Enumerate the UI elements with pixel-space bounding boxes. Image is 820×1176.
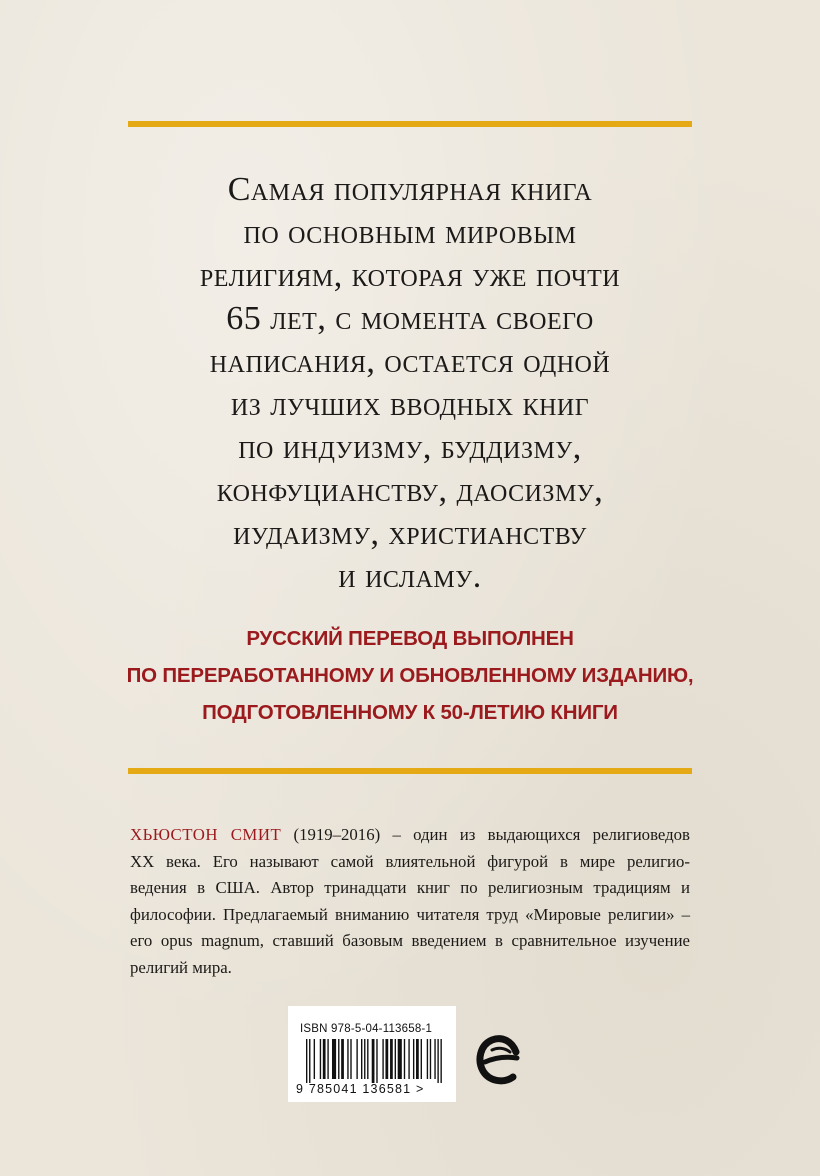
blurb-text [110, 168, 710, 598]
notice-line: ПО ПЕРЕРАБОТАННОМУ И ОБНОВЛЕННОМУ ИЗДАНИЮ, [126, 664, 694, 687]
bio-line: религий мира. [130, 957, 232, 977]
notice-line: ПОДГОТОВЛЕННОМУ К 50-ЛЕТИЮ КНИГИ [202, 701, 618, 724]
top-gold-rule [128, 121, 692, 127]
bio-line [130, 822, 690, 849]
blurb-line: религиям, которая уже почти [199, 257, 621, 294]
bio-text: (1919–2016) – один из выдающихся религиоведов [281, 825, 690, 844]
isbn-label: ISBN 978-5-04-113658-1 [300, 1023, 433, 1035]
eksmo-logo-icon [470, 1030, 530, 1090]
bio-line: философии. Предлагаемый вниманию читателя труд «Мировые религии» – [130, 904, 690, 924]
translation-notice [110, 620, 710, 731]
barcode-bars [306, 1039, 442, 1083]
bio-line: ведения в США. Автор тринадцати книг по религиозным традициям и [130, 878, 690, 897]
middle-gold-rule [128, 768, 692, 774]
blurb-line: 65 лет, с момента своего [226, 300, 594, 337]
blurb-line: по основным мировым [243, 214, 577, 251]
blurb-line: иудаизму, христианству [233, 515, 587, 552]
bio-line: XX века. Его называют самой влиятельной фигурой в мире религио- [130, 851, 690, 871]
blurb-line: Самая популярная книга [227, 171, 593, 208]
blurb-line: из лучших вводных книг [230, 386, 590, 423]
blurb-line: и исламу. [338, 558, 482, 595]
notice-line: РУССКИЙ ПЕРЕВОД ВЫПОЛНЕН [246, 627, 574, 650]
bio-line: его opus magnum, ставший базовым введением в сравнительное изучение [130, 931, 690, 950]
blurb-line: по индуизму, буддизму, [238, 429, 582, 466]
barcode-digits: 9 785041 136581 > [296, 1082, 425, 1096]
author-name: ХЬЮСТОН СМИТ [130, 825, 282, 844]
blurb-line: написания, остается одной [209, 343, 611, 380]
author-bio [130, 822, 690, 981]
isbn-barcode [288, 1006, 456, 1102]
blurb-line: конфуцианству, даосизму, [216, 472, 604, 509]
